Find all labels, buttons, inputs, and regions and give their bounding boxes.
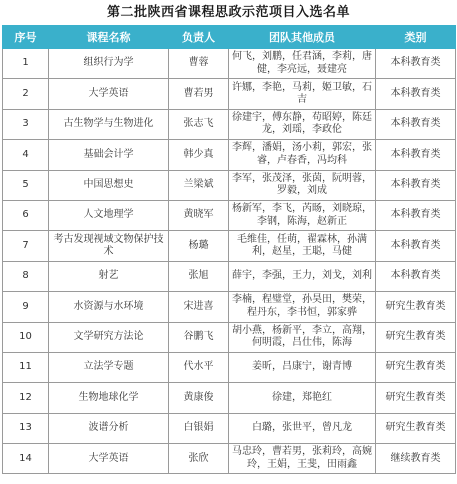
cell-leader: 张欣 <box>169 444 229 474</box>
cell-category: 本科教育类 <box>376 140 456 170</box>
cell-index: 6 <box>3 200 49 230</box>
cell-team-members: 徐建宇，傅东静，苟昭婷，陈廷龙，刘瑶，李政伦 <box>229 109 376 139</box>
cell-team-members: 马忠玲，曹若男，张莉玲，高婉玲，王娟，王斐，田雨鑫 <box>229 444 376 474</box>
cell-leader: 杨璐 <box>169 231 229 261</box>
cell-course-name: 水资源与水环境 <box>49 292 169 322</box>
cell-index: 13 <box>3 413 49 443</box>
cell-leader: 宋进喜 <box>169 292 229 322</box>
cell-category: 本科教育类 <box>376 231 456 261</box>
table-row <box>3 383 456 413</box>
cell-category: 本科教育类 <box>376 79 456 109</box>
cell-leader: 代水平 <box>169 352 229 382</box>
cell-index: 12 <box>3 383 49 413</box>
cell-course-name: 中国思想史 <box>49 170 169 200</box>
cell-team-members: 李楠，程璧堂，孙昊田，樊荣，程丹东，李书恒，郭家骅 <box>229 292 376 322</box>
cell-team-members: 李军，张茂泽，张茵，阮明蓉，罗毅，刘成 <box>229 170 376 200</box>
cell-leader: 曹蓉 <box>169 49 229 79</box>
cell-category: 本科教育类 <box>376 261 456 291</box>
table-row <box>3 140 456 170</box>
cell-leader: 黄晓军 <box>169 200 229 230</box>
table-row <box>3 261 456 291</box>
cell-course-name: 组织行为学 <box>49 49 169 79</box>
table-header-row <box>3 26 456 49</box>
cell-category: 研究生教育类 <box>376 383 456 413</box>
table-row <box>3 170 456 200</box>
cell-index: 4 <box>3 140 49 170</box>
cell-category: 研究生教育类 <box>376 352 456 382</box>
cell-team-members: 胡小燕，杨新平，李立，高翔，何明霞，吕仕伟，陈海 <box>229 322 376 352</box>
cell-team-members: 薛宇，李强，王力，刘戈，刘利 <box>229 261 376 291</box>
cell-leader: 曹若男 <box>169 79 229 109</box>
table-row <box>3 79 456 109</box>
cell-index: 5 <box>3 170 49 200</box>
header-course-name: 课程名称 <box>49 26 169 49</box>
table-row <box>3 352 456 382</box>
cell-index: 9 <box>3 292 49 322</box>
cell-index: 10 <box>3 322 49 352</box>
cell-leader: 张旭 <box>169 261 229 291</box>
cell-category: 本科教育类 <box>376 170 456 200</box>
cell-category: 本科教育类 <box>376 49 456 79</box>
cell-category: 本科教育类 <box>376 109 456 139</box>
cell-course-name: 人文地理学 <box>49 200 169 230</box>
cell-index: 8 <box>3 261 49 291</box>
table-row <box>3 292 456 322</box>
selection-table <box>2 25 456 474</box>
cell-team-members: 徐建，郑艳红 <box>229 383 376 413</box>
cell-team-members: 白璐，张世平，曾凡龙 <box>229 413 376 443</box>
cell-course-name: 立法学专题 <box>49 352 169 382</box>
table-row <box>3 49 456 79</box>
cell-course-name: 古生物学与生物进化 <box>49 109 169 139</box>
cell-leader: 张志飞 <box>169 109 229 139</box>
cell-leader: 兰梁斌 <box>169 170 229 200</box>
page-title: 第二批陕西省课程思政示范项目入选名单 <box>106 5 350 20</box>
table-row <box>3 231 456 261</box>
table-row <box>3 322 456 352</box>
cell-category: 研究生教育类 <box>376 413 456 443</box>
cell-category: 继续教育类 <box>376 444 456 474</box>
cell-team-members: 毛维佳，任萌，翟霖林，孙满利，赵星，王聪，马健 <box>229 231 376 261</box>
cell-course-name: 大学英语 <box>49 79 169 109</box>
cell-course-name: 生物地球化学 <box>49 383 169 413</box>
table-row <box>3 413 456 443</box>
cell-leader: 白银娟 <box>169 413 229 443</box>
cell-category: 本科教育类 <box>376 200 456 230</box>
cell-course-name: 基础会计学 <box>49 140 169 170</box>
cell-leader: 黄康俊 <box>169 383 229 413</box>
cell-course-name: 波谱分析 <box>49 413 169 443</box>
cell-index: 11 <box>3 352 49 382</box>
cell-index: 14 <box>3 444 49 474</box>
cell-leader: 韩少真 <box>169 140 229 170</box>
cell-category: 研究生教育类 <box>376 292 456 322</box>
cell-course-name: 大学英语 <box>49 444 169 474</box>
cell-course-name: 文学研究方法论 <box>49 322 169 352</box>
cell-team-members: 李辉，潘娟，汤小莉，郭宏，张睿，卢春香，冯均科 <box>229 140 376 170</box>
table-row <box>3 200 456 230</box>
cell-team-members: 何飞，刘鹏，任君涵，李莉，唐健，李亮远，聂建亮 <box>229 49 376 79</box>
table-body <box>3 49 456 474</box>
cell-index: 2 <box>3 79 49 109</box>
table-row <box>3 109 456 139</box>
header-leader: 负责人 <box>169 26 229 49</box>
cell-course-name: 射艺 <box>49 261 169 291</box>
header-index: 序号 <box>3 26 49 49</box>
cell-index: 7 <box>3 231 49 261</box>
cell-category: 研究生教育类 <box>376 322 456 352</box>
header-team-members: 团队其他成员 <box>229 26 376 49</box>
cell-team-members: 杨新军，李飞，芮旸，刘晓琼，李钢，陈海，赵新正 <box>229 200 376 230</box>
cell-index: 1 <box>3 49 49 79</box>
cell-leader: 谷鹏飞 <box>169 322 229 352</box>
table-row <box>3 444 456 474</box>
cell-index: 3 <box>3 109 49 139</box>
header-category: 类别 <box>376 26 456 49</box>
cell-course-name: 考古发现视域文物保护技术 <box>49 231 169 261</box>
cell-team-members: 姜昕，吕康宁，谢青博 <box>229 352 376 382</box>
cell-team-members: 许娜，李艳，马莉，姬卫敏，石吉 <box>229 79 376 109</box>
